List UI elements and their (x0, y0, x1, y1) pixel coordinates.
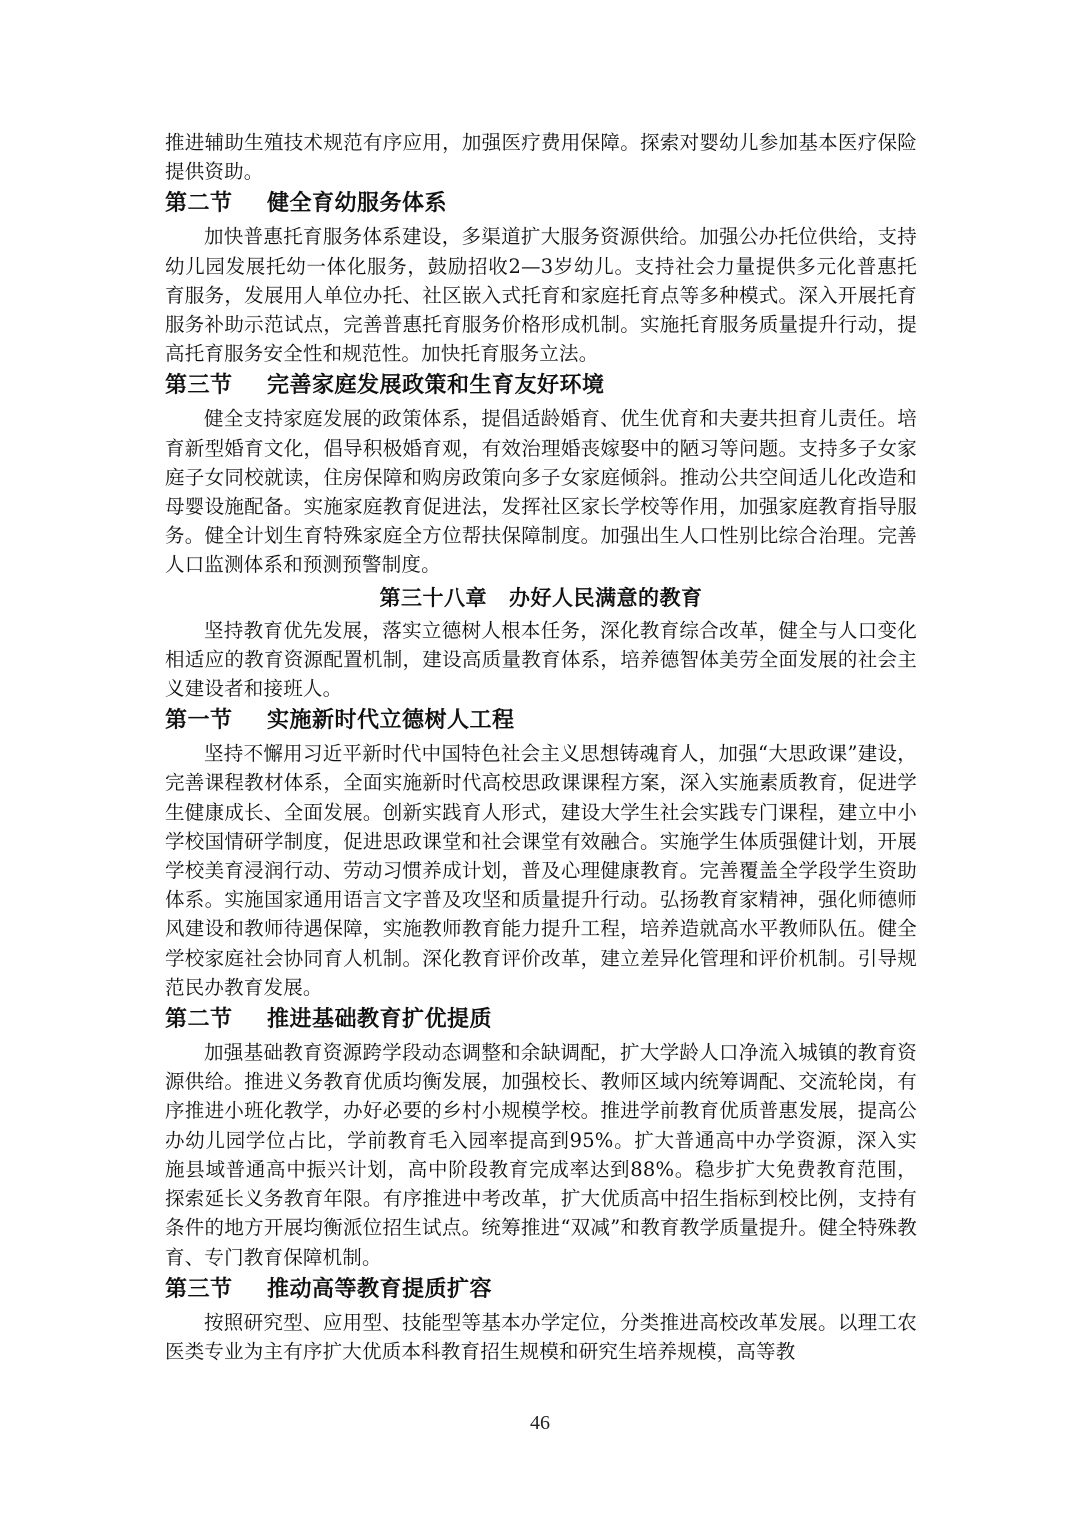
section-title: 实施新时代立德树人工程 (267, 708, 515, 734)
section-paragraph-childcare: 加快普惠托育服务体系建设，多渠道扩大服务资源供给。加强公办托位供给，支持幼儿园发展托幼一体化服务，鼓励招收2—3岁幼儿。支持社会力量提供多元化普惠托育服务，发展用人单位办托、社区嵌入式托育和家庭托育点等多种模式。深入开展托育服务补助示范试点，完善普惠托育服务价格形成机制。实施托育服务质量提升行动，提高托育服务安全性和规范性。加快托育服务立法。 (165, 225, 917, 366)
chapter-heading (165, 582, 917, 614)
section-title: 健全育幼服务体系 (267, 191, 448, 217)
section-number: 第三节 (165, 373, 233, 399)
page-number: 46 (530, 1412, 550, 1434)
section-number: 第三节 (165, 1276, 233, 1302)
chapter-title: 办好人民满意的教育 (509, 585, 703, 610)
section-title: 推进基础教育扩优提质 (267, 1007, 493, 1033)
section-heading-basic-education (165, 1004, 917, 1036)
section-title: 完善家庭发展政策和生育友好环境 (267, 373, 605, 399)
continuation-paragraph: 推进辅助生殖技术规范有序应用，加强医疗费用保障。探索对婴幼儿参加基本医疗保险提供资助。 (165, 131, 917, 184)
section-number: 第一节 (165, 708, 233, 734)
section-heading-healthcare-services (165, 188, 917, 220)
section-paragraph-moral-education: 坚持不懈用习近平新时代中国特色社会主义思想铸魂育人，加强“大思政课”建设，完善课程教材体系，全面实施新时代高校思政课课程方案，深入实施素质教育，促进学生健康成长、全面发展。创新实践育人形式，建设大学生社会实践专门课程，建立中小学校国情研学制度，促进思政课堂和社会课堂有效融合。实施学生体质强健计划，开展学校美育浸润行动、劳动习惯养成计划，普及心理健康教育。完善覆盖全学段学生资助体系。实施国家通用语言文字普及攻坚和质量提升行动。弘扬教育家精神，强化师德师风建设和教师待遇保障，实施教师教育能力提升工程，培养造就高水平教师队伍。健全学校家庭社会协同育人机制。深化教育评价改革，建立差异化管理和评价机制。引导规范民办教育发展。 (165, 742, 917, 999)
section-heading-higher-education (165, 1274, 917, 1306)
section-heading-moral-education (165, 705, 917, 737)
section-heading-family-policy (165, 370, 917, 402)
section-title: 推动高等教育提质扩容 (267, 1276, 493, 1302)
section-number: 第二节 (165, 1007, 233, 1033)
chapter-intro-paragraph: 坚持教育优先发展，落实立德树人根本任务，深化教育综合改革，健全与人口变化相适应的教育资源配置机制，建设高质量教育体系，培养德智体美劳全面发展的社会主义建设者和接班人。 (165, 618, 917, 701)
page-content (165, 128, 917, 1366)
section-paragraph-higher-education: 按照研究型、应用型、技能型等基本办学定位，分类推进高校改革发展。以理工农医类专业为主有序扩大优质本科教育招生规模和研究生培养规模，高等教 (165, 1310, 917, 1363)
section-paragraph-basic-education: 加强基础教育资源跨学段动态调整和余缺调配，扩大学龄人口净流入城镇的教育资源供给。推进义务教育优质均衡发展，加强校长、教师区域内统筹调配、交流轮岗，有序推进小班化教学，办好必要的乡村小规模学校。推进学前教育优质普惠发展，提高公办幼儿园学位占比，学前教育毛入园率提高到95%。扩大普通高中办学资源，深入实施县域普通高中振兴计划，高中阶段教育完成率达到88%。稳步扩大免费教育范围，探索延长义务教育年限。有序推进中考改革，扩大优质高中招生指标到校比例，支持有条件的地方开展均衡派位招生试点。统筹推进“双减”和教育教学质量提升。健全特殊教育、专门教育保障机制。 (165, 1041, 917, 1269)
chapter-number: 第三十八章 (379, 585, 487, 610)
section-paragraph-family: 健全支持家庭发展的政策体系，提倡适龄婚育、优生优育和夫妻共担育儿责任。培育新型婚育文化，倡导积极婚育观，有效治理婚丧嫁娶中的陋习等问题。支持多子女家庭子女同校就读，住房保障和购房政策向多子女家庭倾斜。推动公共空间适儿化改造和母婴设施配备。实施家庭教育促进法，发挥社区家长学校等作用，加强家庭教育指导服务。健全计划生育特殊家庭全方位帮扶保障制度。加强出生人口性别比综合治理。完善人口监测体系和预测预警制度。 (165, 407, 917, 577)
section-number: 第二节 (165, 191, 233, 217)
